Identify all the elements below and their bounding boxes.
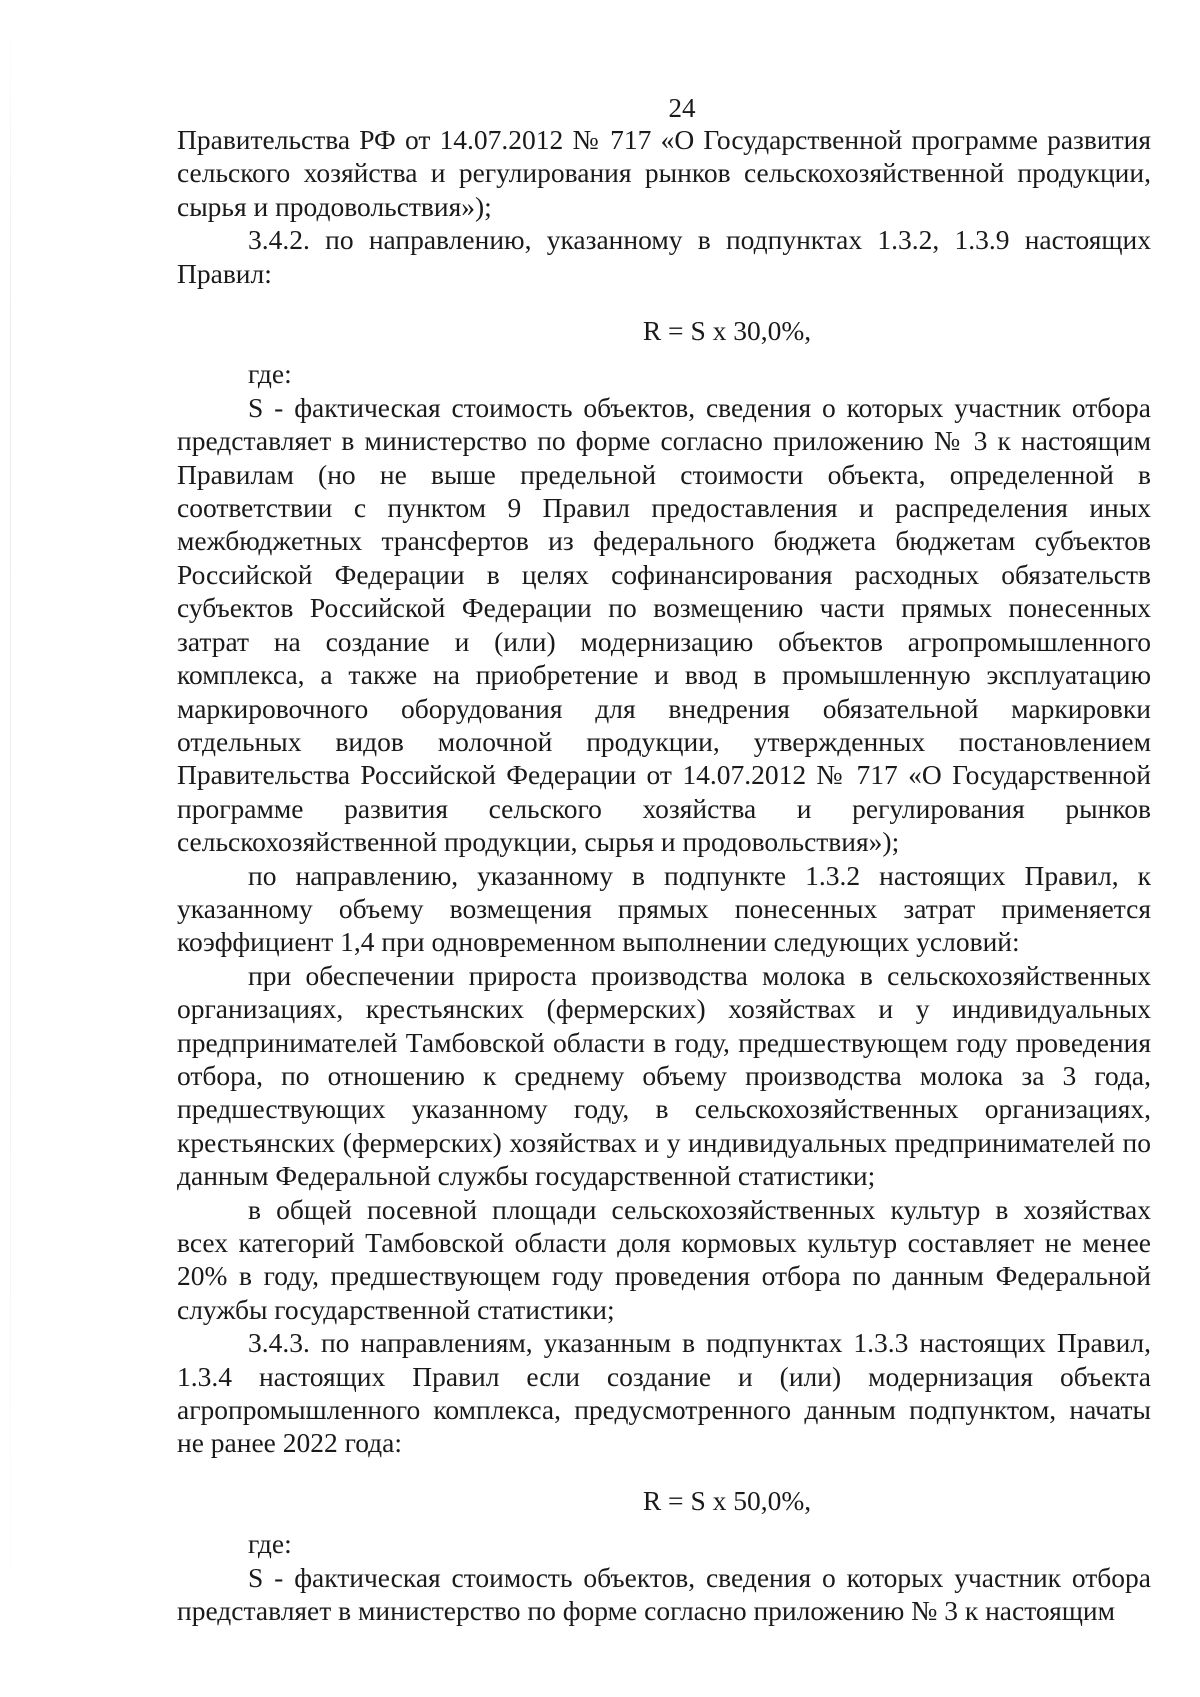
spacer bbox=[177, 1460, 1151, 1484]
paragraph-forage-condition: в общей посевной площади сельскохозяйственных культур в хозяйствах всех категорий Тамбовской области доля кормовых культур составляет не менее 20% в году, предшествующем году проведения отбора по данным Федеральной службы государственной статистики; bbox=[177, 1193, 1151, 1325]
paragraph-3-4-2: 3.4.2. по направлению, указанному в подпунктах 1.3.2, 1.3.9 настоящих Правил: bbox=[177, 224, 1151, 289]
page-number: 24 bbox=[668, 93, 696, 123]
formula-30-percent: R = S x 30,0%, bbox=[642, 315, 812, 347]
paragraph-s-definition: S - фактическая стоимость объектов, сведения о которых участник отбора представляет в министерство по форме согласно приложению № 3 к настоящим Правилам (но не выше предельной стоимости объекта, определенной в соответствии с пунктом 9 Правил предоставления и распределения иных межбюджетных трансфертов из федерального бюджета бюджетам субъектов Российской Федерации в целях софинансирования расходных обязательств субъектов Российской Федерации по возмещению части прямых понесенных затрат на создание и (или) модернизацию объектов агропромышленного комплекса, а также на приобретение и ввод в промышленную эксплуатацию маркировочного оборудования для внедрения обязательной маркировки отдельных видов молочной продукции, утвержденных постановлением Правительства Российской Федерации от 14.07.2012 № 717 «О Государственной программе развития сельского хозяйства и регулирования рынков сельскохозяйственной продукции, сырья и продовольствия»); bbox=[177, 391, 1151, 858]
formula-50-percent: R = S x 50,0%, bbox=[642, 1484, 812, 1516]
scan-edge-shadow bbox=[10, 0, 11, 1697]
paragraph-3-4-3: 3.4.3. по направлениям, указанным в подпунктах 1.3.3 настоящих Правил, 1.3.4 настоящих Правил если создание и (или) модернизация объекта агропромышленного комплекса, предусмотренного данным подпунктом, начаты не ранее 2022 года: bbox=[177, 1327, 1151, 1459]
paragraph-milk-condition: при обеспечении прироста производства молока в сельскохозяйственных организациях, крестьянских (фермерских) хозяйствах и у индивидуальных предпринимателей Тамбовской области в году, предшествующем году проведения отбора, по отношению к среднему объему производства молока за 3 года, предшествующих указанному году, в сельскохозяйственных организациях, крестьянских (фермерских) хозяйствах и у индивидуальных предпринимателей по данным Федеральной службы государственной статистики; bbox=[177, 959, 1151, 1192]
spacer bbox=[177, 347, 1151, 357]
spacer bbox=[177, 1517, 1151, 1527]
where-label: где: bbox=[248, 1528, 292, 1560]
paragraph-coefficient: по направлению, указанному в подпункте 1.3.2 настоящих Правил, к указанному объему возмещения прямых понесенных затрат применяется коэффициент 1,4 при одновременном выполнении следующих условий: bbox=[177, 859, 1151, 958]
paragraph-s-definition-continued: S - фактическая стоимость объектов, сведения о которых участник отбора представляет в министерство по форме согласно приложению № 3 к настоящим bbox=[177, 1561, 1151, 1627]
paragraph-continuation: Правительства РФ от 14.07.2012 № 717 «О Государственной программе развития сельского хозяйства и регулирования рынков сельскохозяйственной продукции, сырья и продовольствия»); bbox=[177, 124, 1151, 222]
document-body bbox=[177, 123, 1151, 1627]
where-label: где: bbox=[248, 358, 292, 390]
spacer bbox=[177, 290, 1151, 314]
